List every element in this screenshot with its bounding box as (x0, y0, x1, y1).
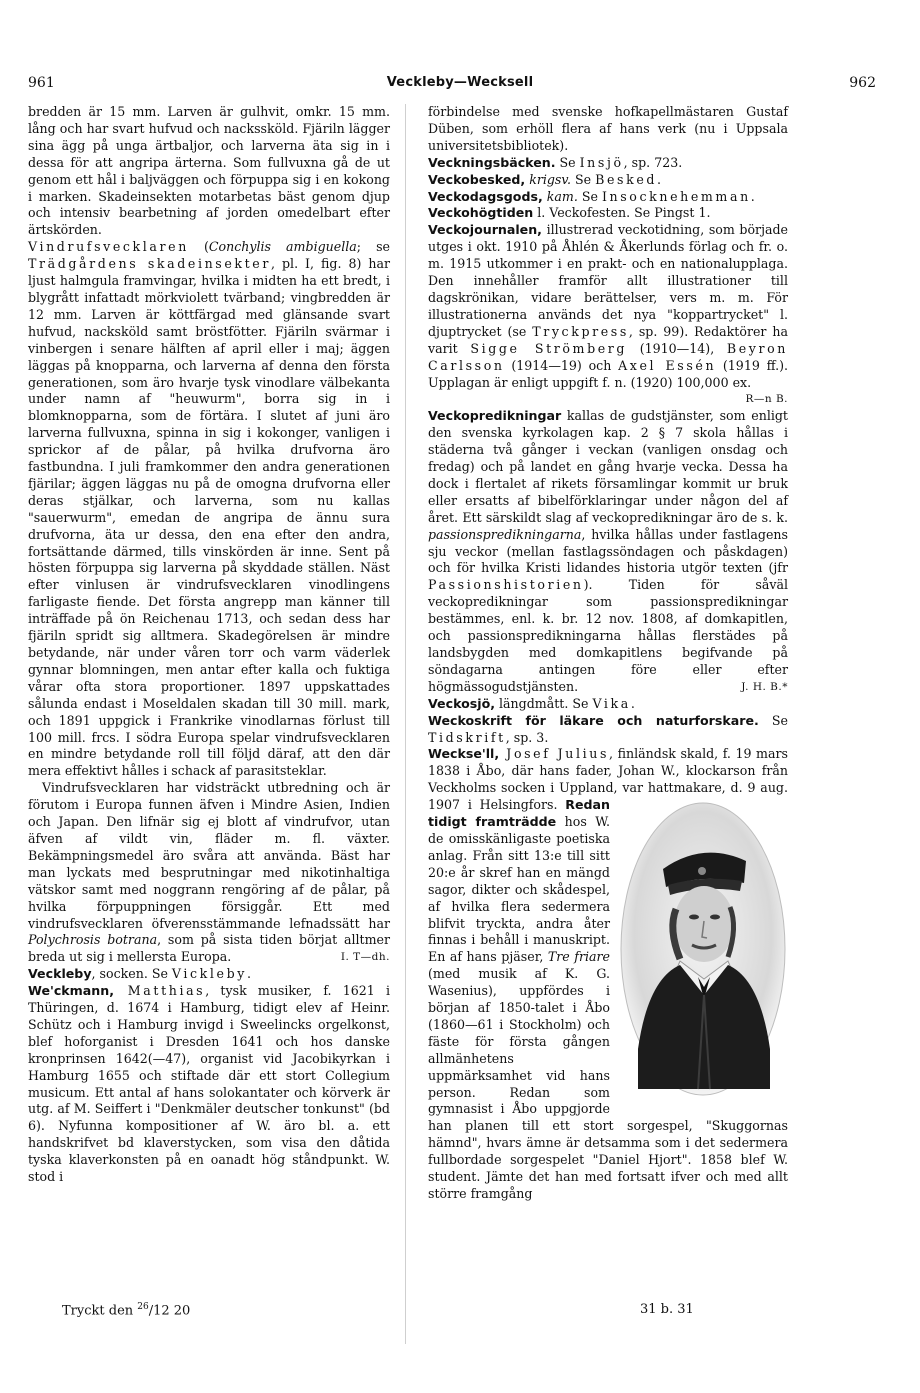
author-signature: J. H. B.* (741, 680, 788, 693)
portrait-illustration (618, 799, 788, 1099)
column-right (428, 104, 788, 1203)
headword: Weckoskrift för läkare och naturforskare. (428, 712, 759, 728)
signature-mark: 31 b. 31 (640, 1302, 694, 1317)
portrait-photo (618, 799, 788, 1099)
entry-wecksell: Weckse'll, Josef Julius, finländsk skald, f. 19 mars 1838 i Åbo, där hans fader, Johan W., klockarson från Veckholms socken i Uppland, var hattmakare, d. 9 aug. 1907 i Helsingfors. Redan tidigt framträdde hos W. de omisskänligaste poetiska anlag. Från sitt 13:e till sitt 20:e år skref han en mängd sagor, dikter och skådespel, af hvilka flera sedermera blifvit tryckta, andra åter finnas i behåll i manuskript. En af hans pjäser, Tre friare (med musik af K. G. Wasenius), uppfördes i början af 1850-talet i Åbo (1860—61 i Stockholm) och fäste för första gången allmänhetens uppmärksamhet vid hans person. Redan som gymnasist i Åbo uppgjorde han planen till ett stort sorgespel, "Skuggornas hämnd", hvars ämne är detsamma som i det sedermera fullbordade sorgespelet "Daniel Hjort". 1858 blef W. student. Jämte det han med fortsatt ifver och med allt större framgång (428, 746, 788, 1201)
headword: Veckojournalen, (428, 222, 542, 238)
headword: Veckopredikningar (428, 408, 562, 424)
running-head: Veckleby—Wecksell (386, 75, 534, 90)
page-number-right: 962 (849, 75, 876, 91)
entry-veckojournalen: Veckojournalen, illustrerad veckotidning, som började utges i okt. 1910 på Åhlén & Åkerlunds förlag och fr. o. m. 1915 utkommer i en prakt- och en nationalupplaga. Den innehåller framför allt illustrationer till dagskrönikan, vidare berättelser, vers m. m. För illustrationerna används det nya "koppartrycket" l. djuptrycket (se Tryckpress, sp. 99). Redaktörer ha varit Sigge Strömberg (1910—14), Beyron Carlsson (1914—19) och Axel Essén (1919 ff.). Upplagan är enligt uppgift f. n. (1920) 100,000 ex. R—n B. (428, 222, 788, 391)
column-divider (405, 104, 406, 1344)
paragraph: bredden är 15 mm. Larven är gulhvit, omkr. 15 mm. lång och har svart hufvud och nackssköld. Fjäriln lägger sina ägg på unga ärtbaljor, och larverna äta sig in i dessa för att angripa ärterna. Som fullvuxna gå de ut genom ett hål i baljväggen och förpuppa sig i en kokong i marken. Skadeinsekten motarbetas bäst genom djup och intensiv bearbetning af jorden omedelbart efter ärtskörden. (28, 104, 390, 238)
author-signature: R—n B. (745, 393, 788, 406)
entry-veckosjo: Veckosjö, längdmått. Se Vika. (428, 695, 635, 711)
author-signature: I. T—dh. (340, 951, 390, 964)
headword: Veckningsbäcken. (428, 154, 556, 170)
headword: Veckodagsgods, (428, 188, 543, 204)
entry-veckodagsgods: Veckodagsgods, kam. Se Insocknehemman. (428, 188, 755, 204)
entry-veckopredikningar: Veckopredikningar kallas de gudstjänster, som enligt den svenska kyrkolagen kap. 2 § 7 skola hållas i städerna två gånger i veckan (vanligen onsdag och fredag) och på landet en gång hvarje vecka. Dessa ha dock i flertalet af rikets församlingar kommit ur bruk eller ersatts af bibelförklaringar under någon del af året. Ett särskildt slag af veckopredikningar äro de s. k. passionspredikningarna, hvilka hållas under fastlagens sju veckor (mellan fastlagssöndagen och påskdagen) och för hvilka Kristi lidandes historia utgör texten (jfr Passionshistorien). Tiden för såväl veckopredikningar som passionspredikningar bestämmes, enl. k. br. 12 nov. 1808, af domkapitlen, och passionspredikningarna hållas flerstädes på landsbygden med domkapitlens begifvande på söndagarna antingen före eller efter högmässogudstjänsten. J. H. B.* (428, 408, 788, 694)
headword: Veckosjö, (428, 695, 496, 711)
page-number-left: 961 (28, 75, 55, 91)
entry-veckobesked: Veckobesked, krigsv. Se Besked. (428, 171, 662, 187)
entry-weckoskrift: Weckoskrift för läkare och naturforskare. Se Tidskrift, sp. 3. (428, 712, 788, 745)
entry-veckningsbacken: Veckningsbäcken. Se Insjö, sp. 723. (428, 154, 683, 170)
paragraph: Vindrufsvecklaren (Conchylis ambiguella; se Trädgårdens skadeinsekter, pl. I, fig. 8) har ljust halmgula framvingar, hvilka i midten ha ett bredt, i blygrått infattadt mörkviolett tvärband; vingbredden är 12 mm. Larven är köttfärgad med glänsande svart hufvud, nacksköld samt bröstfötter. Fjäriln svärmar i vinbergen i senare hälften af april eller i maj; äggen läggas på knopparna, och larverna af denna den första generationen, som äro hvarje tysk vinodlare välbekanta under namn af "heuwurm", borra sig in i blomknopparna, som de förtära. I slutet af juni äro larverna fullvuxna, spinna in sig i kokonger, vanligen i sprickor af de pålar, på hvilka drufvorna äro fastbundna. I juli framkommer den andra generationen fjärilar; äggen läggas nu på de omogna drufvorna eller deras stjälkar, och larverna, som nu kallas "sauerwurm", emedan de angripa de ännu sura drufvorna, äta ur dessa, den ena efter den andra, fortsättande därmed, tills vinskörden är inne. Sent på hösten förpuppa sig larverna på skyddade ställen. Näst efter vinlusen är vindrufsvecklaren vinodlingens farligaste fiende. Det första angrepp man känner till inträffade på ön Reichenau 1713, och sedan dess har fjäriln spridt sig alltmera. Skadegörelsen är mindre betydande, när under våren torr och varm väderlek gynnar blomningen, men antar efter kalla och fuktiga vårar ofta stora proportioner. 1897 uppskattades sålunda endast i Moseldalen skadan till 30 mill. mark, och 1891 uppgick i Frankrike vinodlarnas förlust till 100 mill. frcs. I södra Europa spelar vindrufsvecklaren en mindre betydande roll till följd däraf, att den där mera effektivt hålles i schack af parasitsteklar. (28, 239, 391, 779)
headword: Weckse'll, (428, 746, 500, 762)
headword: Veckleby (28, 966, 92, 982)
headword: Veckohögtiden (428, 205, 534, 221)
paragraph: Vindrufsvecklaren har vidsträckt utbredning och är förutom i Europa funnen äfven i Mindre Asien, Indien och Japan. Den lifnär sig ej blott af vindrufvor, utan äfven af vildt vin, fläder m. fl. växter. Bekämpningsmedel äro svåra att använda. Bäst har man lyckats med besprutningar med nikotinhaltiga vätskor samt med noggrann rengöring af de pålar, på hvilka förpuppningen försiggår. Ett med vindrufsvecklaren öfverensstämmande lefnadssätt har Polychrosis botrana, som på sista tiden börjat alltmer breda ut sig i mellersta Europa. I. T—dh. (28, 780, 391, 965)
print-date: Tryckt den $^{26}$/12 20 (62, 1302, 191, 1319)
entry-weckmann: We'ckmann, Matthias, tysk musiker, f. 1621 i Thüringen, d. 1674 i Hamburg, tidigt elev af Heinr. Schütz och i Hamburg invigd i Sweelincks orgelkonst, blef hoforganist i Dresden 1641 och hos danske kronprinsen 1642(—47), organist vid Jacobikyrkan i Hamburg 1655 och stiftade där ett stort Collegium musicum. Ett antal af hans solokantater och körverk är utg. af M. Seiffert i "Denkmäler deutscher tonkunst" (bd 6). Nyfunna kompositioner af W. äro bl. a. ett handskrifvet bd klaverstycken, som visa den dåtida tyska klaverkonsten på en oanadt hög ståndpunkt. W. stod i (28, 983, 390, 1185)
column-left (28, 104, 390, 1186)
headword: We'ckmann, (28, 983, 115, 999)
headword: Veckobesked, (428, 171, 526, 187)
entry-veckohogtiden: Veckohögtiden l. Veckofesten. Se Pingst 1. (428, 205, 711, 221)
paragraph: förbindelse med svenske hofkapellmästaren Gustaf Düben, som erhöll flera af hans verk (nu i Uppsala universitetsbibliotek). (428, 104, 788, 153)
entry-veckleby: Veckleby, socken. Se Vickleby. (28, 966, 251, 982)
